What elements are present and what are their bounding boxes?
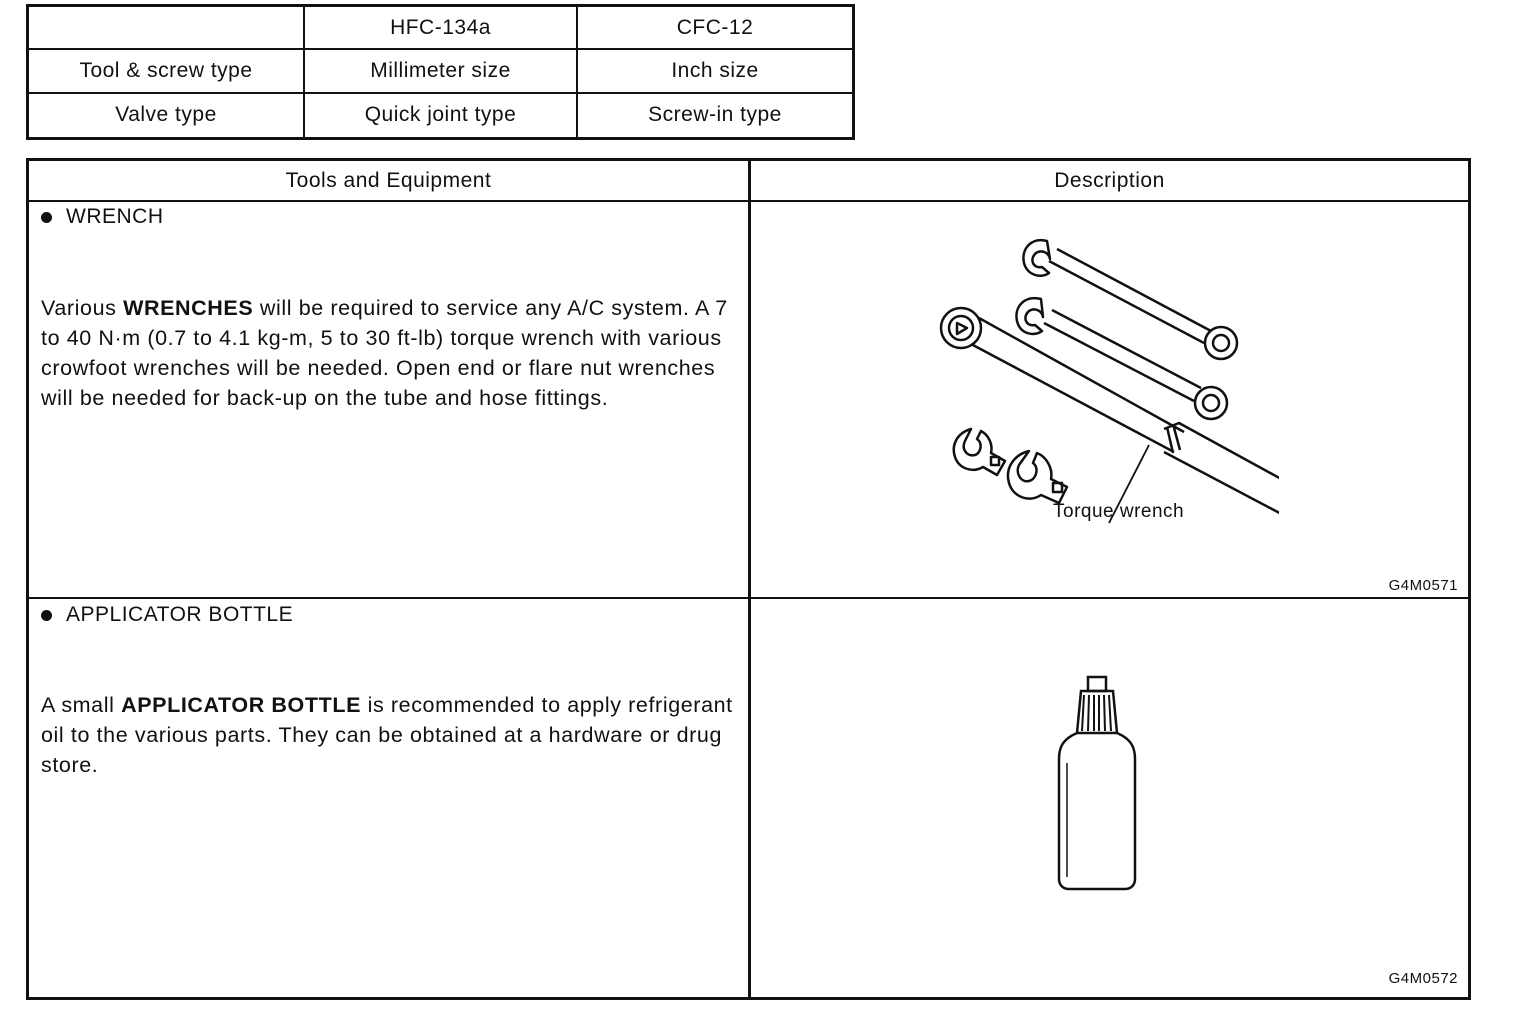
- wrench-desc-bold: WRENCHES: [123, 296, 254, 320]
- crowfoot-wrench-icon: [954, 429, 1005, 475]
- cmp-cell: Inch size: [578, 50, 852, 93]
- wrench-illustration: [909, 231, 1279, 531]
- row-divider: [29, 597, 1468, 599]
- figure-code: G4M0571: [1388, 577, 1458, 594]
- wrench-description: [41, 293, 741, 413]
- cmp-header-cfc12: CFC-12: [578, 7, 852, 50]
- bottle-title: APPLICATOR BOTTLE: [66, 603, 294, 626]
- wrench-desc-post: will be required to service any A/C system. A 7 to 40 N·m (0.7 to 4.1 kg-m, 5 to 30 ft-lb) torque wrench with various crowfoot wrenches will be needed. Open end or flare nut wrenches will be needed for back-up on the tube and hose fittings.: [41, 296, 728, 410]
- bottle-title-row: [41, 603, 741, 627]
- combination-wrench-icon: [1023, 240, 1237, 359]
- figure-code: G4M0572: [1388, 970, 1458, 987]
- torque-wrench-label: Torque wrench: [1053, 501, 1185, 522]
- header-tools-and-equipment: Tools and Equipment: [285, 169, 492, 192]
- cmp-row-label: Valve type: [29, 94, 305, 137]
- crowfoot-wrench-icon: [1008, 451, 1067, 503]
- bottle-description: [41, 690, 741, 780]
- cmp-cell: Millimeter size: [305, 50, 578, 93]
- wrench-title-row: [41, 205, 741, 229]
- bullet-icon: [41, 610, 52, 621]
- cmp-header-empty: [29, 7, 305, 50]
- combination-wrench-icon: [1016, 298, 1227, 419]
- bottle-desc-post: is recommended to apply refrigerant oil to the various parts. They can be obtained at a hardware or drug store.: [41, 693, 733, 777]
- wrench-desc-pre: Various: [41, 296, 124, 320]
- cmp-row-label: Tool & screw type: [29, 50, 305, 93]
- wrench-title: WRENCH: [66, 205, 164, 228]
- applicator-bottle-icon: [1053, 673, 1143, 893]
- bottle-desc-bold: APPLICATOR BOTTLE: [121, 693, 362, 717]
- cmp-header-hfc134a: HFC-134a: [305, 7, 578, 50]
- bullet-icon: [41, 212, 52, 223]
- cmp-cell: Quick joint type: [305, 94, 578, 137]
- comparison-table: [26, 4, 855, 140]
- header-description: Description: [1054, 169, 1165, 192]
- column-divider: [748, 161, 751, 997]
- bottle-desc-pre: A small: [41, 693, 122, 717]
- cmp-cell: Screw-in type: [648, 103, 782, 127]
- tools-table: [26, 158, 1471, 1000]
